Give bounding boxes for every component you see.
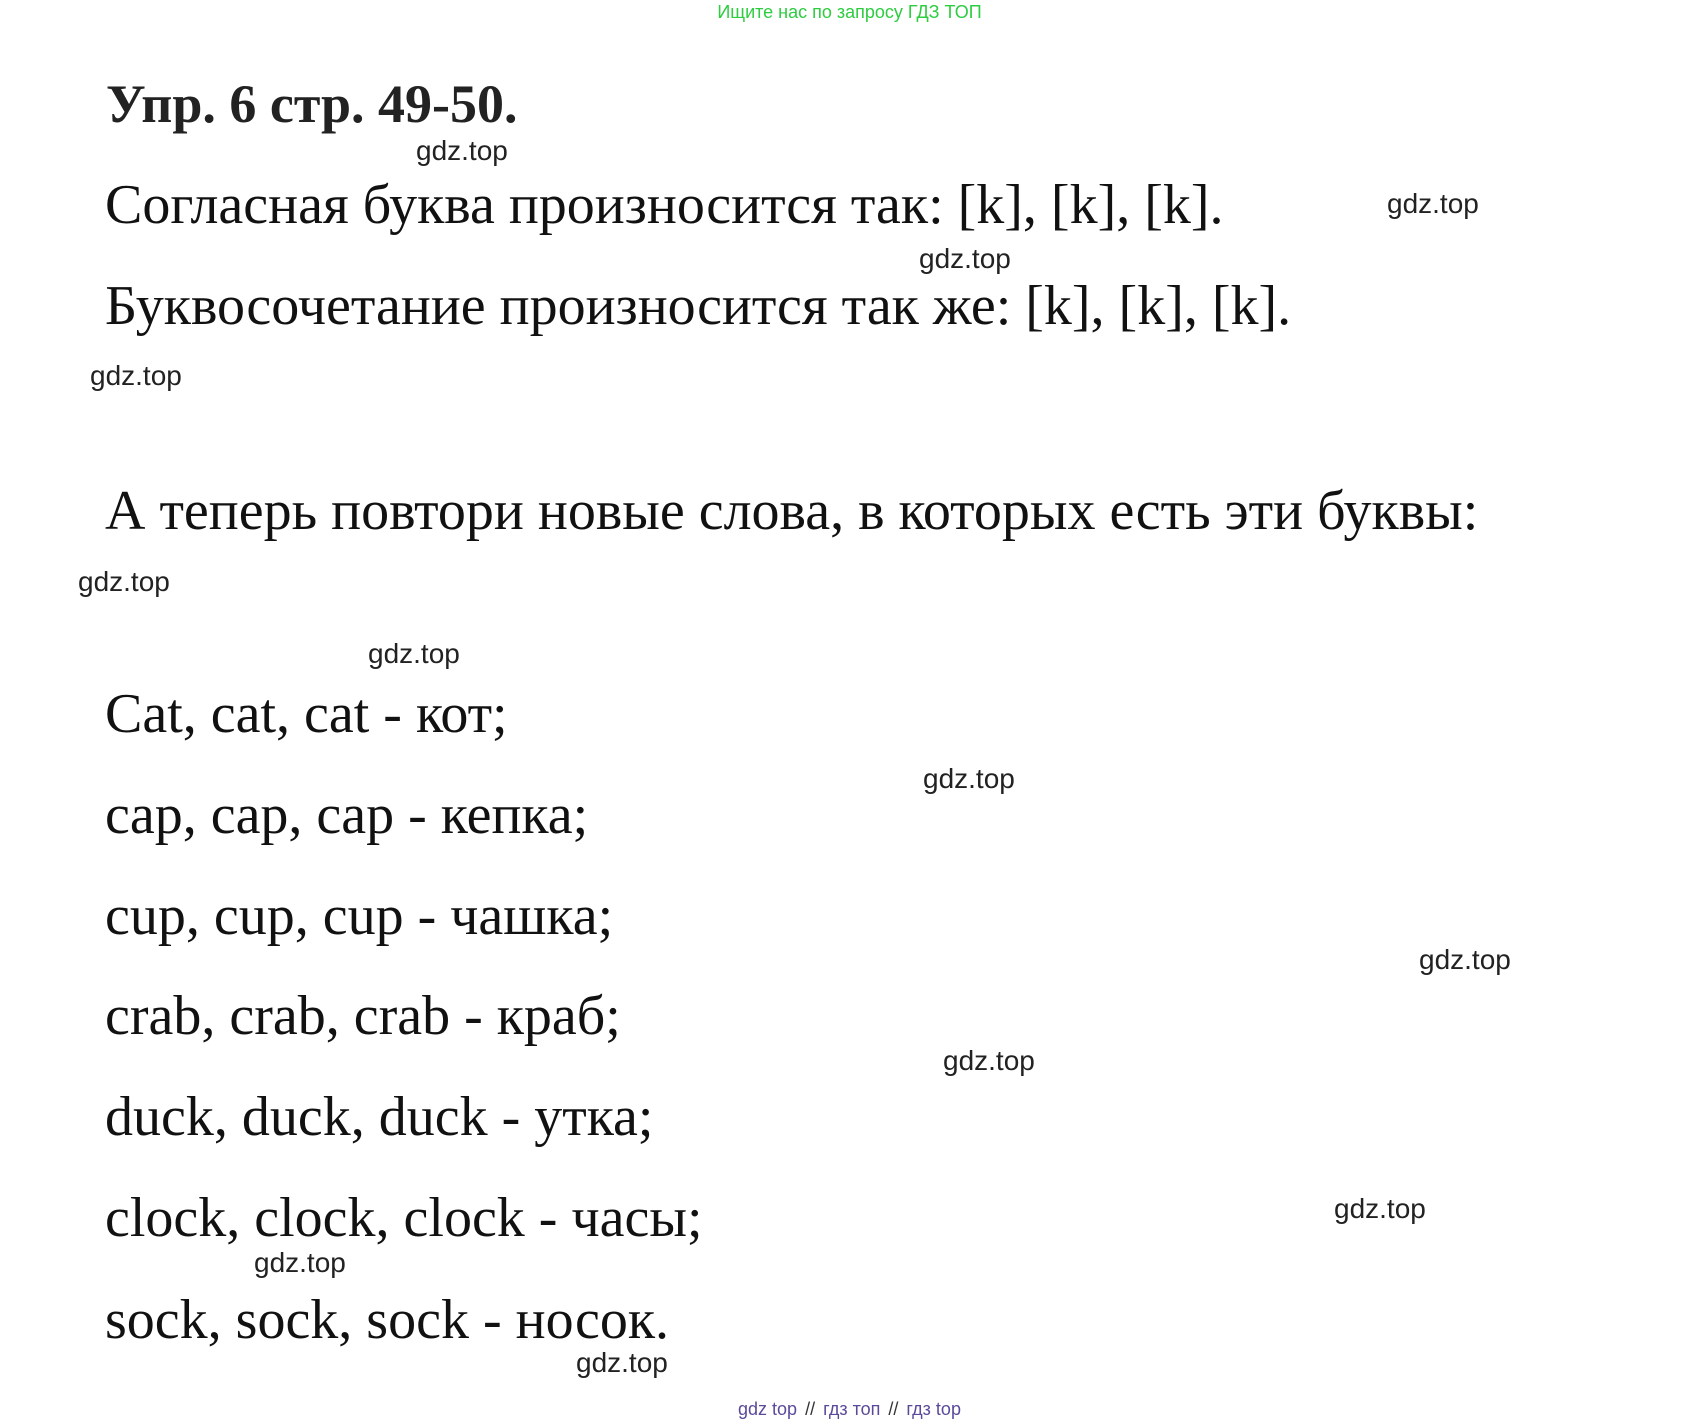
prompt-text: А теперь повтори новые слова, в которых есть эти буквы: <box>105 480 1479 542</box>
watermark: gdz.top <box>923 763 1015 794</box>
watermark: gdz.top <box>1387 188 1479 219</box>
word-line: Cat, cat, cat - кот; <box>105 683 508 745</box>
watermark: gdz.top <box>90 360 182 391</box>
watermark: gdz.top <box>919 243 1011 274</box>
watermark: gdz.top <box>368 638 460 669</box>
watermark: gdz.top <box>1419 944 1511 975</box>
word-line: cap, cap, cap - кепка; <box>105 784 589 846</box>
footer-links <box>0 1398 1699 1420</box>
word-line: crab, crab, crab - краб; <box>105 985 621 1047</box>
watermark: gdz.top <box>416 135 508 166</box>
footer-link[interactable]: gdz top <box>738 1399 798 1419</box>
footer-separator: // <box>888 1399 899 1419</box>
footer-link[interactable]: гдз топ <box>823 1399 881 1419</box>
watermark: gdz.top <box>943 1045 1035 1076</box>
watermark: gdz.top <box>254 1247 346 1278</box>
watermark: gdz.top <box>1334 1193 1426 1224</box>
word-line: clock, clock, clock - часы; <box>105 1187 703 1249</box>
word-line: cup, cup, cup - чашка; <box>105 885 614 947</box>
footer-separator: // <box>805 1399 816 1419</box>
top-banner: Ищите нас по запросу ГДЗ ТОП <box>717 2 982 22</box>
exercise-title: Упр. 6 стр. 49-50. <box>106 74 518 134</box>
word-line: duck, duck, duck - утка; <box>105 1086 654 1148</box>
rule-line: Согласная буква произносится так: [k], [k], [k]. <box>105 174 1224 236</box>
footer-link[interactable]: гдз top <box>906 1399 961 1419</box>
word-line: sock, sock, sock - носок. <box>105 1289 670 1351</box>
rule-line: Буквосочетание произносится так же: [k], [k], [k]. <box>105 275 1292 337</box>
watermark: gdz.top <box>78 566 170 597</box>
watermark: gdz.top <box>576 1347 668 1378</box>
